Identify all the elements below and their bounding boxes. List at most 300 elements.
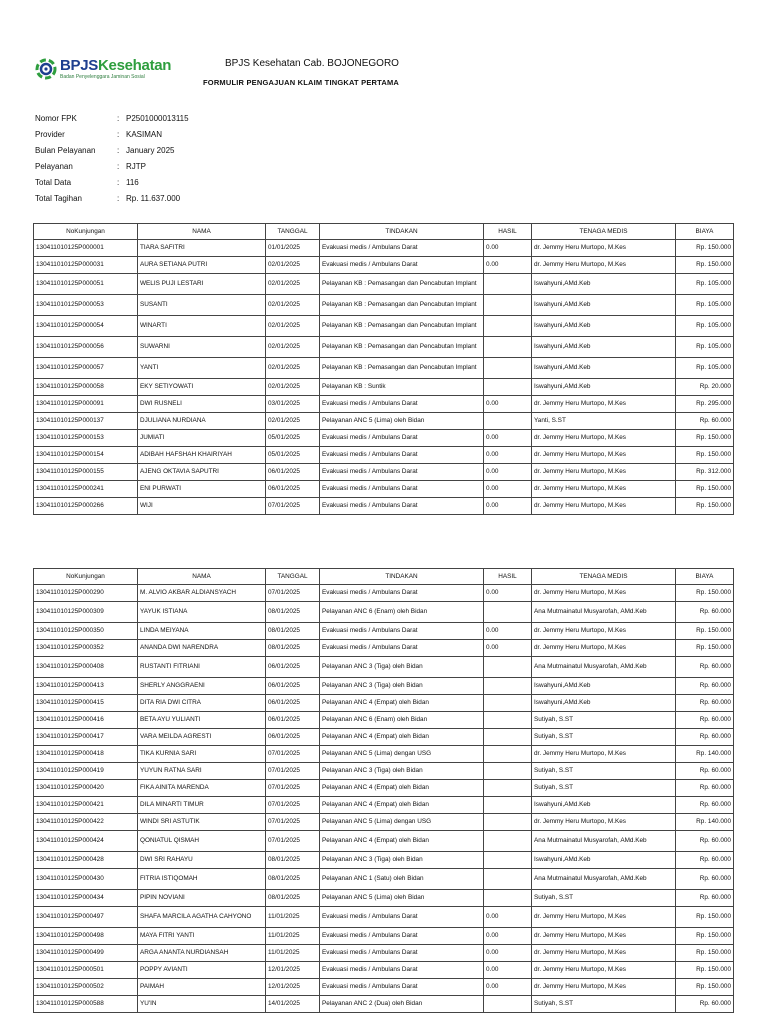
name-cell: TIARA SAFITRI <box>138 240 266 257</box>
procedure-cell: Pelayanan ANC 4 (Empat) oleh Bidan <box>320 780 484 797</box>
name-cell: AURA SETIANA PUTRI <box>138 257 266 274</box>
table-row <box>34 413 734 430</box>
date-cell: 07/01/2025 <box>266 780 320 797</box>
info-label: Total Tagihan <box>35 193 82 203</box>
medical-staff-cell: dr. Jemmy Heru Murtopo, M.Kes <box>532 585 676 602</box>
name-cell: YAYUK ISTIANA <box>138 602 266 623</box>
visit-number-cell: 130411010125P000058 <box>34 379 138 396</box>
visit-number-cell: 130411010125P000418 <box>34 746 138 763</box>
result-cell <box>484 602 532 623</box>
medical-staff-cell: Iswahyuni,AMd.Keb <box>532 797 676 814</box>
result-cell <box>484 337 532 358</box>
info-row: Provider : KASIMAN <box>35 129 163 139</box>
name-cell: SUSANTI <box>138 295 266 316</box>
result-cell: 0.00 <box>484 464 532 481</box>
cost-cell: Rp. 150.000 <box>676 430 734 447</box>
table-row <box>34 274 734 295</box>
result-cell <box>484 797 532 814</box>
name-cell: LINDA MEIYANA <box>138 623 266 640</box>
date-cell: 05/01/2025 <box>266 447 320 464</box>
info-value: P2501000013115 <box>126 113 189 123</box>
table-row <box>34 678 734 695</box>
visit-number-cell: 130411010125P000091 <box>34 396 138 413</box>
table-row <box>34 763 734 780</box>
info-row: Total Data : 116 <box>35 177 139 187</box>
procedure-cell: Evakuasi medis / Ambulans Darat <box>320 585 484 602</box>
info-value: KASIMAN <box>126 129 163 139</box>
column-header: BIAYA <box>676 224 734 240</box>
table-row <box>34 962 734 979</box>
result-cell <box>484 316 532 337</box>
column-header: HASIL <box>484 569 532 585</box>
visit-number-cell: 130411010125P000155 <box>34 464 138 481</box>
medical-staff-cell: dr. Jemmy Heru Murtopo, M.Kes <box>532 240 676 257</box>
visit-number-cell: 130411010125P000413 <box>34 678 138 695</box>
procedure-cell: Pelayanan ANC 3 (Tiga) oleh Bidan <box>320 852 484 869</box>
result-cell: 0.00 <box>484 396 532 413</box>
table-row <box>34 240 734 257</box>
procedure-cell: Evakuasi medis / Ambulans Darat <box>320 623 484 640</box>
procedure-cell: Pelayanan ANC 2 (Dua) oleh Bidan <box>320 996 484 1013</box>
date-cell: 08/01/2025 <box>266 640 320 657</box>
date-cell: 02/01/2025 <box>266 295 320 316</box>
result-cell: 0.00 <box>484 257 532 274</box>
medical-staff-cell: dr. Jemmy Heru Murtopo, M.Kes <box>532 979 676 996</box>
cost-cell: Rp. 140.000 <box>676 814 734 831</box>
date-cell: 06/01/2025 <box>266 464 320 481</box>
table-row <box>34 814 734 831</box>
bpjs-emblem-icon <box>35 58 57 80</box>
result-cell: 0.00 <box>484 498 532 515</box>
date-cell: 07/01/2025 <box>266 831 320 852</box>
procedure-cell: Pelayanan ANC 5 (Lima) dengan USG <box>320 814 484 831</box>
result-cell <box>484 712 532 729</box>
medical-staff-cell: dr. Jemmy Heru Murtopo, M.Kes <box>532 464 676 481</box>
medical-staff-cell: dr. Jemmy Heru Murtopo, M.Kes <box>532 814 676 831</box>
name-cell: EKY SETIYOWATI <box>138 379 266 396</box>
table-row <box>34 928 734 945</box>
procedure-cell: Pelayanan ANC 5 (Lima) dengan USG <box>320 746 484 763</box>
column-header: TANGGAL <box>266 224 320 240</box>
table-row <box>34 464 734 481</box>
procedure-cell: Evakuasi medis / Ambulans Darat <box>320 962 484 979</box>
table-row <box>34 852 734 869</box>
procedure-cell: Pelayanan KB : Pemasangan dan Pencabutan Implant <box>320 337 484 358</box>
visit-number-cell: 130411010125P000056 <box>34 337 138 358</box>
result-cell <box>484 780 532 797</box>
cost-cell: Rp. 105.000 <box>676 358 734 379</box>
cost-cell: Rp. 60.000 <box>676 780 734 797</box>
info-label: Nomor FPK <box>35 113 77 123</box>
visit-number-cell: 130411010125P000153 <box>34 430 138 447</box>
cost-cell: Rp. 105.000 <box>676 337 734 358</box>
visit-number-cell: 130411010125P000417 <box>34 729 138 746</box>
table-row <box>34 890 734 907</box>
medical-staff-cell: Sutiyah, S.ST <box>532 890 676 907</box>
visit-number-cell: 130411010125P000309 <box>34 602 138 623</box>
name-cell: JUMIATI <box>138 430 266 447</box>
cost-cell: Rp. 150.000 <box>676 623 734 640</box>
medical-staff-cell: Sutiyah, S.ST <box>532 763 676 780</box>
date-cell: 02/01/2025 <box>266 274 320 295</box>
date-cell: 14/01/2025 <box>266 996 320 1013</box>
date-cell: 07/01/2025 <box>266 498 320 515</box>
cost-cell: Rp. 20.000 <box>676 379 734 396</box>
date-cell: 07/01/2025 <box>266 797 320 814</box>
visit-number-cell: 130411010125P000057 <box>34 358 138 379</box>
table-row <box>34 257 734 274</box>
procedure-cell: Pelayanan ANC 3 (Tiga) oleh Bidan <box>320 657 484 678</box>
medical-staff-cell: Iswahyuni,AMd.Keb <box>532 295 676 316</box>
name-cell: DITA RIA DWI CITRA <box>138 695 266 712</box>
medical-staff-cell: Sutiyah, S.ST <box>532 729 676 746</box>
info-label: Total Data <box>35 177 72 187</box>
table-row <box>34 996 734 1013</box>
info-label: Bulan Pelayanan <box>35 145 96 155</box>
procedure-cell: Evakuasi medis / Ambulans Darat <box>320 945 484 962</box>
table-row <box>34 585 734 602</box>
medical-staff-cell: dr. Jemmy Heru Murtopo, M.Kes <box>532 945 676 962</box>
name-cell: FIKA AINITA MARENDA <box>138 780 266 797</box>
procedure-cell: Evakuasi medis / Ambulans Darat <box>320 640 484 657</box>
table-row <box>34 295 734 316</box>
info-value: Rp. 11.637.000 <box>126 193 181 203</box>
table-row <box>34 729 734 746</box>
procedure-cell: Evakuasi medis / Ambulans Darat <box>320 481 484 498</box>
procedure-cell: Pelayanan KB : Pemasangan dan Pencabutan Implant <box>320 274 484 295</box>
name-cell: ARGA ANANTA NURDIANSAH <box>138 945 266 962</box>
result-cell <box>484 358 532 379</box>
medical-staff-cell: dr. Jemmy Heru Murtopo, M.Kes <box>532 962 676 979</box>
cost-cell: Rp. 295.000 <box>676 396 734 413</box>
procedure-cell: Pelayanan ANC 4 (Empat) oleh Bidan <box>320 831 484 852</box>
procedure-cell: Evakuasi medis / Ambulans Darat <box>320 928 484 945</box>
info-row: Total Tagihan : Rp. 11.637.000 <box>35 193 181 203</box>
result-cell: 0.00 <box>484 430 532 447</box>
name-cell: SUWARNI <box>138 337 266 358</box>
table-row <box>34 797 734 814</box>
table-row <box>34 498 734 515</box>
result-cell <box>484 729 532 746</box>
date-cell: 06/01/2025 <box>266 481 320 498</box>
name-cell: VARA MEILDA AGRESTI <box>138 729 266 746</box>
column-header: NoKunjungan <box>34 569 138 585</box>
visit-number-cell: 130411010125P000588 <box>34 996 138 1013</box>
table-header-row <box>34 569 734 585</box>
result-cell <box>484 657 532 678</box>
column-header: HASIL <box>484 224 532 240</box>
table-row <box>34 831 734 852</box>
result-cell <box>484 831 532 852</box>
procedure-cell: Pelayanan ANC 4 (Empat) oleh Bidan <box>320 729 484 746</box>
result-cell: 0.00 <box>484 240 532 257</box>
procedure-cell: Evakuasi medis / Ambulans Darat <box>320 240 484 257</box>
medical-staff-cell: Iswahyuni,AMd.Keb <box>532 695 676 712</box>
claims-table-2 <box>33 568 734 1013</box>
medical-staff-cell: Ana Mutmainatul Musyarofah, AMd.Keb <box>532 869 676 890</box>
claim-info <box>35 110 189 206</box>
visit-number-cell: 130411010125P000499 <box>34 945 138 962</box>
table-row <box>34 396 734 413</box>
visit-number-cell: 130411010125P000421 <box>34 797 138 814</box>
visit-number-cell: 130411010125P000054 <box>34 316 138 337</box>
visit-number-cell: 130411010125P000502 <box>34 979 138 996</box>
visit-number-cell: 130411010125P000053 <box>34 295 138 316</box>
cost-cell: Rp. 150.000 <box>676 907 734 928</box>
info-row: Nomor FPK : P2501000013115 <box>35 113 189 123</box>
info-value: January 2025 <box>126 145 175 155</box>
procedure-cell: Pelayanan ANC 1 (Satu) oleh Bidan <box>320 869 484 890</box>
result-cell: 0.00 <box>484 640 532 657</box>
cost-cell: Rp. 60.000 <box>676 869 734 890</box>
name-cell: WINARTI <box>138 316 266 337</box>
medical-staff-cell: dr. Jemmy Heru Murtopo, M.Kes <box>532 640 676 657</box>
date-cell: 02/01/2025 <box>266 358 320 379</box>
date-cell: 06/01/2025 <box>266 695 320 712</box>
table-row <box>34 623 734 640</box>
visit-number-cell: 130411010125P000420 <box>34 780 138 797</box>
name-cell: PAIMAH <box>138 979 266 996</box>
name-cell: AJENG OKTAVIA SAPUTRI <box>138 464 266 481</box>
procedure-cell: Evakuasi medis / Ambulans Darat <box>320 447 484 464</box>
result-cell: 0.00 <box>484 481 532 498</box>
date-cell: 02/01/2025 <box>266 379 320 396</box>
table-row <box>34 945 734 962</box>
cost-cell: Rp. 60.000 <box>676 602 734 623</box>
medical-staff-cell: Iswahyuni,AMd.Keb <box>532 852 676 869</box>
visit-number-cell: 130411010125P000501 <box>34 962 138 979</box>
medical-staff-cell: Iswahyuni,AMd.Keb <box>532 678 676 695</box>
name-cell: SHERLY ANGGRAENI <box>138 678 266 695</box>
date-cell: 07/01/2025 <box>266 763 320 780</box>
date-cell: 11/01/2025 <box>266 928 320 945</box>
date-cell: 08/01/2025 <box>266 602 320 623</box>
visit-number-cell: 130411010125P000430 <box>34 869 138 890</box>
medical-staff-cell: dr. Jemmy Heru Murtopo, M.Kes <box>532 928 676 945</box>
name-cell: YU'IN <box>138 996 266 1013</box>
cost-cell: Rp. 150.000 <box>676 498 734 515</box>
result-cell: 0.00 <box>484 907 532 928</box>
date-cell: 06/01/2025 <box>266 729 320 746</box>
name-cell: SHAFA MARCILA AGATHA CAHYONO <box>138 907 266 928</box>
table-row <box>34 979 734 996</box>
result-cell <box>484 678 532 695</box>
medical-staff-cell: dr. Jemmy Heru Murtopo, M.Kes <box>532 623 676 640</box>
info-row: Pelayanan : RJTP <box>35 161 146 171</box>
column-header: TENAGA MEDIS <box>532 224 676 240</box>
result-cell <box>484 763 532 780</box>
date-cell: 03/01/2025 <box>266 396 320 413</box>
logo-tagline: Badan Penyelenggara Jaminan Sosial <box>60 74 145 80</box>
visit-number-cell: 130411010125P000352 <box>34 640 138 657</box>
procedure-cell: Pelayanan ANC 3 (Tiga) oleh Bidan <box>320 678 484 695</box>
column-header: NAMA <box>138 569 266 585</box>
result-cell <box>484 869 532 890</box>
cost-cell: Rp. 105.000 <box>676 274 734 295</box>
table-row <box>34 907 734 928</box>
medical-staff-cell: Iswahyuni,AMd.Keb <box>532 337 676 358</box>
date-cell: 06/01/2025 <box>266 657 320 678</box>
medical-staff-cell: Sutiyah, S.ST <box>532 780 676 797</box>
result-cell: 0.00 <box>484 979 532 996</box>
table-row <box>34 430 734 447</box>
name-cell: DJULIANA NURDIANA <box>138 413 266 430</box>
cost-cell: Rp. 60.000 <box>676 413 734 430</box>
procedure-cell: Pelayanan ANC 6 (Enam) oleh Bidan <box>320 602 484 623</box>
visit-number-cell: 130411010125P000434 <box>34 890 138 907</box>
medical-staff-cell: dr. Jemmy Heru Murtopo, M.Kes <box>532 257 676 274</box>
procedure-cell: Pelayanan ANC 3 (Tiga) oleh Bidan <box>320 763 484 780</box>
cost-cell: Rp. 150.000 <box>676 240 734 257</box>
table-row <box>34 447 734 464</box>
cost-cell: Rp. 150.000 <box>676 640 734 657</box>
visit-number-cell: 130411010125P000498 <box>34 928 138 945</box>
name-cell: DWI RUSNELI <box>138 396 266 413</box>
cost-cell: Rp. 105.000 <box>676 295 734 316</box>
column-header: NoKunjungan <box>34 224 138 240</box>
name-cell: RUSTANTI FITRIANI <box>138 657 266 678</box>
result-cell: 0.00 <box>484 447 532 464</box>
table-row <box>34 379 734 396</box>
date-cell: 02/01/2025 <box>266 257 320 274</box>
table-header-row <box>34 224 734 240</box>
procedure-cell: Pelayanan ANC 6 (Enam) oleh Bidan <box>320 712 484 729</box>
table-row <box>34 746 734 763</box>
name-cell: QONIATUL QISMAH <box>138 831 266 852</box>
column-header: BIAYA <box>676 569 734 585</box>
date-cell: 07/01/2025 <box>266 814 320 831</box>
table-row <box>34 640 734 657</box>
result-cell <box>484 274 532 295</box>
visit-number-cell: 130411010125P000408 <box>34 657 138 678</box>
medical-staff-cell: Yanti, S.ST <box>532 413 676 430</box>
logo-brand-right: Kesehatan <box>98 57 172 74</box>
name-cell: PIPIN NOVIANI <box>138 890 266 907</box>
table-row <box>34 657 734 678</box>
cost-cell: Rp. 60.000 <box>676 657 734 678</box>
date-cell: 12/01/2025 <box>266 962 320 979</box>
date-cell: 06/01/2025 <box>266 678 320 695</box>
date-cell: 07/01/2025 <box>266 585 320 602</box>
name-cell: WINDI SRI ASTUTIK <box>138 814 266 831</box>
info-value: 116 <box>126 177 139 187</box>
cost-cell: Rp. 60.000 <box>676 678 734 695</box>
info-row: Bulan Pelayanan : January 2025 <box>35 145 175 155</box>
procedure-cell: Evakuasi medis / Ambulans Darat <box>320 396 484 413</box>
form-title: FORMULIR PENGAJUAN KLAIM TINGKAT PERTAMA <box>203 78 400 87</box>
visit-number-cell: 130411010125P000416 <box>34 712 138 729</box>
result-cell: 0.00 <box>484 928 532 945</box>
visit-number-cell: 130411010125P000001 <box>34 240 138 257</box>
name-cell: ENI PURWATI <box>138 481 266 498</box>
name-cell: TIKA KURNIA SARI <box>138 746 266 763</box>
procedure-cell: Pelayanan KB : Pemasangan dan Pencabutan Implant <box>320 358 484 379</box>
name-cell: BETA AYU YULIANTI <box>138 712 266 729</box>
table-row <box>34 316 734 337</box>
procedure-cell: Evakuasi medis / Ambulans Darat <box>320 907 484 928</box>
info-label: Provider <box>35 129 65 139</box>
visit-number-cell: 130411010125P000415 <box>34 695 138 712</box>
procedure-cell: Evakuasi medis / Ambulans Darat <box>320 257 484 274</box>
result-cell: 0.00 <box>484 962 532 979</box>
procedure-cell: Pelayanan ANC 4 (Empat) oleh Bidan <box>320 797 484 814</box>
visit-number-cell: 130411010125P000154 <box>34 447 138 464</box>
result-cell: 0.00 <box>484 623 532 640</box>
medical-staff-cell: dr. Jemmy Heru Murtopo, M.Kes <box>532 746 676 763</box>
name-cell: DWI SRI RAHAYU <box>138 852 266 869</box>
date-cell: 08/01/2025 <box>266 869 320 890</box>
cost-cell: Rp. 150.000 <box>676 447 734 464</box>
cost-cell: Rp. 150.000 <box>676 257 734 274</box>
date-cell: 08/01/2025 <box>266 623 320 640</box>
medical-staff-cell: dr. Jemmy Heru Murtopo, M.Kes <box>532 447 676 464</box>
info-label: Pelayanan <box>35 161 73 171</box>
date-cell: 08/01/2025 <box>266 852 320 869</box>
office-name: BPJS Kesehatan Cab. BOJONEGORO <box>225 58 399 69</box>
cost-cell: Rp. 105.000 <box>676 316 734 337</box>
table-row <box>34 602 734 623</box>
table-row <box>34 481 734 498</box>
name-cell: WIJI <box>138 498 266 515</box>
procedure-cell: Pelayanan ANC 4 (Empat) oleh Bidan <box>320 695 484 712</box>
name-cell: M. ALVIO AKBAR ALDIANSYACH <box>138 585 266 602</box>
result-cell: 0.00 <box>484 585 532 602</box>
procedure-cell: Evakuasi medis / Ambulans Darat <box>320 498 484 515</box>
result-cell <box>484 295 532 316</box>
column-header: TINDAKAN <box>320 569 484 585</box>
cost-cell: Rp. 312.000 <box>676 464 734 481</box>
name-cell: ADIBAH HAFSHAH KHAIRIYAH <box>138 447 266 464</box>
visit-number-cell: 130411010125P000422 <box>34 814 138 831</box>
cost-cell: Rp. 60.000 <box>676 797 734 814</box>
cost-cell: Rp. 150.000 <box>676 928 734 945</box>
bpjs-logo <box>35 58 171 80</box>
result-cell <box>484 379 532 396</box>
date-cell: 07/01/2025 <box>266 746 320 763</box>
cost-cell: Rp. 150.000 <box>676 945 734 962</box>
column-header: NAMA <box>138 224 266 240</box>
cost-cell: Rp. 60.000 <box>676 831 734 852</box>
medical-staff-cell: Sutiyah, S.ST <box>532 996 676 1013</box>
procedure-cell: Pelayanan ANC 5 (Lima) oleh Bidan <box>320 413 484 430</box>
table-row <box>34 869 734 890</box>
cost-cell: Rp. 60.000 <box>676 695 734 712</box>
name-cell: YUYUN RATNA SARI <box>138 763 266 780</box>
medical-staff-cell: Ana Mutmainatul Musyarofah, AMd.Keb <box>532 657 676 678</box>
cost-cell: Rp. 150.000 <box>676 481 734 498</box>
visit-number-cell: 130411010125P000137 <box>34 413 138 430</box>
procedure-cell: Evakuasi medis / Ambulans Darat <box>320 979 484 996</box>
medical-staff-cell: Iswahyuni,AMd.Keb <box>532 274 676 295</box>
result-cell <box>484 890 532 907</box>
visit-number-cell: 130411010125P000428 <box>34 852 138 869</box>
result-cell <box>484 695 532 712</box>
table-row <box>34 712 734 729</box>
claims-table-1 <box>33 223 734 515</box>
date-cell: 02/01/2025 <box>266 337 320 358</box>
cost-cell: Rp. 150.000 <box>676 979 734 996</box>
medical-staff-cell: dr. Jemmy Heru Murtopo, M.Kes <box>532 396 676 413</box>
medical-staff-cell: Sutiyah, S.ST <box>532 712 676 729</box>
cost-cell: Rp. 60.000 <box>676 890 734 907</box>
procedure-cell: Pelayanan ANC 5 (Lima) oleh Bidan <box>320 890 484 907</box>
cost-cell: Rp. 60.000 <box>676 729 734 746</box>
visit-number-cell: 130411010125P000290 <box>34 585 138 602</box>
cost-cell: Rp. 60.000 <box>676 712 734 729</box>
cost-cell: Rp. 60.000 <box>676 996 734 1013</box>
date-cell: 11/01/2025 <box>266 907 320 928</box>
info-value: RJTP <box>126 161 146 171</box>
